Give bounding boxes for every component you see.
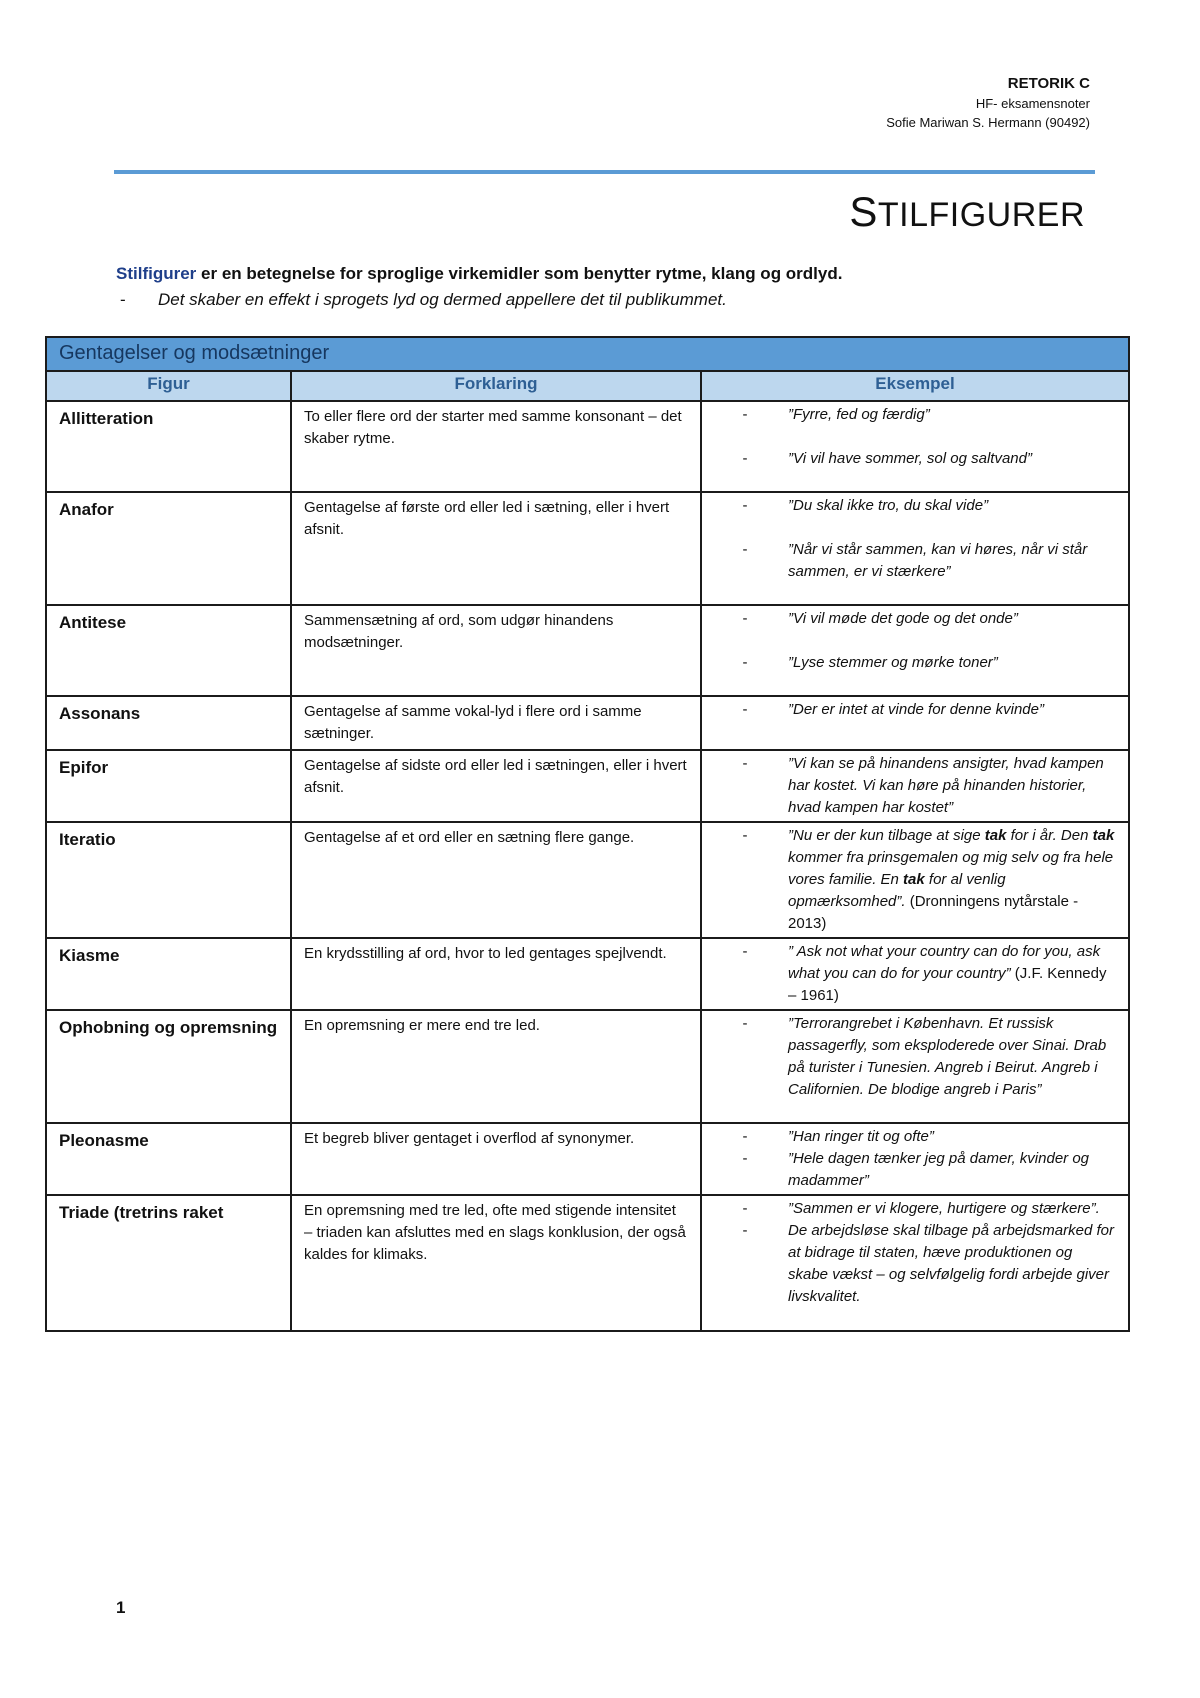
column-header-figure: Figur: [46, 371, 291, 401]
intro-paragraph: [116, 264, 842, 284]
example-item: - ”Lyse stemmer og mørke toner”: [742, 654, 998, 671]
table-row: [46, 822, 1129, 938]
figure-explanation: En krydsstilling af ord, hvor to led gentages spejlvendt.: [291, 938, 701, 1010]
table-row: [46, 1123, 1129, 1195]
header-subtitle: HF- eksamensnoter: [975, 96, 1090, 111]
example-item: - ”Du skal ikke tro, du skal vide”: [742, 497, 989, 514]
table-row: [46, 492, 1129, 605]
table-row: [46, 938, 1129, 1010]
table-row: [46, 1010, 1129, 1123]
figure-name: Anafor: [46, 492, 291, 605]
example-item: - ”Når vi står sammen, kan vi høres, når vi står sammen, er vi stærkere”: [742, 541, 1088, 580]
figure-examples: [701, 401, 1129, 492]
example-item: - ”Nu er der kun tilbage at sige tak for i år. Den tak kommer fra prinsgemalen og mig selv og fra hele vores familie. En tak for al venlig opmærksomhed”. (Dronningens nytårstale - 2013): [742, 827, 1115, 932]
figure-name: Ophobning og opremsning: [46, 1010, 291, 1123]
stylistic-figures-table: [45, 336, 1130, 1332]
figure-explanation: Et begreb bliver gentaget i overflod af synonymer.: [291, 1123, 701, 1195]
page-title: [849, 188, 1085, 236]
figure-explanation: Sammensætning af ord, som udgør hinandens modsætninger.: [291, 605, 701, 696]
figure-name: Allitteration: [46, 401, 291, 492]
figure-examples: [701, 1123, 1129, 1195]
figure-examples: [701, 1195, 1129, 1331]
figure-examples: [701, 938, 1129, 1010]
figure-explanation: En opremsning med tre led, ofte med stigende intensitet – triaden kan afsluttes med en slags konklusion, der også kaldes for klimaks.: [291, 1195, 701, 1331]
figure-examples: [701, 1010, 1129, 1123]
figure-explanation: Gentagelse af et ord eller en sætning flere gange.: [291, 822, 701, 938]
column-header-example: Eksempel: [701, 371, 1129, 401]
table-row: [46, 605, 1129, 696]
figure-examples: [701, 696, 1129, 750]
example-item: - ” Ask not what your country can do for you, ask what you can do for your country” (J.F. Kennedy – 1961): [742, 943, 1107, 1004]
table-row: [46, 401, 1129, 492]
example-item: - ”Sammen er vi klogere, hurtigere og stærkere”.: [742, 1200, 1100, 1217]
figure-name: Assonans: [46, 696, 291, 750]
intro-bullet-text: Det skaber en effekt i sprogets lyd og dermed appellere det til publikummet.: [158, 290, 727, 309]
bullet-dash: -: [120, 290, 126, 309]
example-item: - ”Vi vil møde det gode og det onde”: [742, 610, 1018, 627]
figure-explanation: En opremsning er mere end tre led.: [291, 1010, 701, 1123]
author-name: Sofie Mariwan S. Hermann (90492): [886, 115, 1090, 130]
figure-name: Kiasme: [46, 938, 291, 1010]
title-initial: S: [849, 188, 878, 235]
section-title: Gentagelser og modsætninger: [46, 337, 1129, 371]
figure-name: Triade (tretrins raket: [46, 1195, 291, 1331]
figure-name: Antitese: [46, 605, 291, 696]
header-rule: [114, 170, 1095, 174]
intro-term: Stilfigurer: [116, 264, 197, 283]
intro-bullet: [120, 290, 727, 310]
example-item: - ”Terrorangrebet i København. Et russisk passagerfly, som eksploderede over Sinai. Drab på turister i Tunesien. Angreb i Beirut. Angreb i Californien. De blodige angreb i Paris”: [742, 1015, 1107, 1098]
example-item: - ”Hele dagen tænker jeg på damer, kvinder og madammer”: [742, 1150, 1090, 1189]
figure-explanation: Gentagelse af samme vokal-lyd i flere ord i samme sætninger.: [291, 696, 701, 750]
figure-explanation: Gentagelse af sidste ord eller led i sætningen, eller i hvert afsnit.: [291, 750, 701, 822]
example-item: - ”Fyrre, fed og færdig”: [742, 406, 930, 423]
example-item: - ”Der er intet at vinde for denne kvinde”: [742, 701, 1044, 718]
table-row: [46, 750, 1129, 822]
figure-examples: [701, 492, 1129, 605]
page-header: [886, 74, 1090, 132]
column-header-explanation: Forklaring: [291, 371, 701, 401]
figure-examples: [701, 822, 1129, 938]
figure-examples: [701, 750, 1129, 822]
title-rest: TILFIGURER: [877, 196, 1085, 234]
table-row: [46, 1195, 1129, 1331]
page-number: 1: [116, 1598, 126, 1617]
intro-text: er en betegnelse for sproglige virkemidler som benytter rytme, klang og ordlyd.: [196, 264, 843, 283]
example-item: - ”Vi kan se på hinandens ansigter, hvad kampen har kostet. Vi kan høre på hinanden historier, hvad kampen har kostet”: [742, 755, 1104, 816]
figure-explanation: Gentagelse af første ord eller led i sætning, eller i hvert afsnit.: [291, 492, 701, 605]
figure-explanation: To eller flere ord der starter med samme konsonant – det skaber rytme.: [291, 401, 701, 492]
example-item: - De arbejdsløse skal tilbage på arbejdsmarked for at bidrage til staten, hæve produktionen og skabe vækst – og selvfølgelig fordi arbejde giver livskvalitet.: [742, 1222, 1114, 1305]
table-row: [46, 696, 1129, 750]
course-name: RETORIK C: [1007, 75, 1090, 92]
figure-name: Iteratio: [46, 822, 291, 938]
example-item: - ”Han ringer tit og ofte”: [742, 1128, 934, 1145]
figure-examples: [701, 605, 1129, 696]
example-item: - ”Vi vil have sommer, sol og saltvand”: [742, 450, 1032, 467]
figure-name: Epifor: [46, 750, 291, 822]
figure-name: Pleonasme: [46, 1123, 291, 1195]
